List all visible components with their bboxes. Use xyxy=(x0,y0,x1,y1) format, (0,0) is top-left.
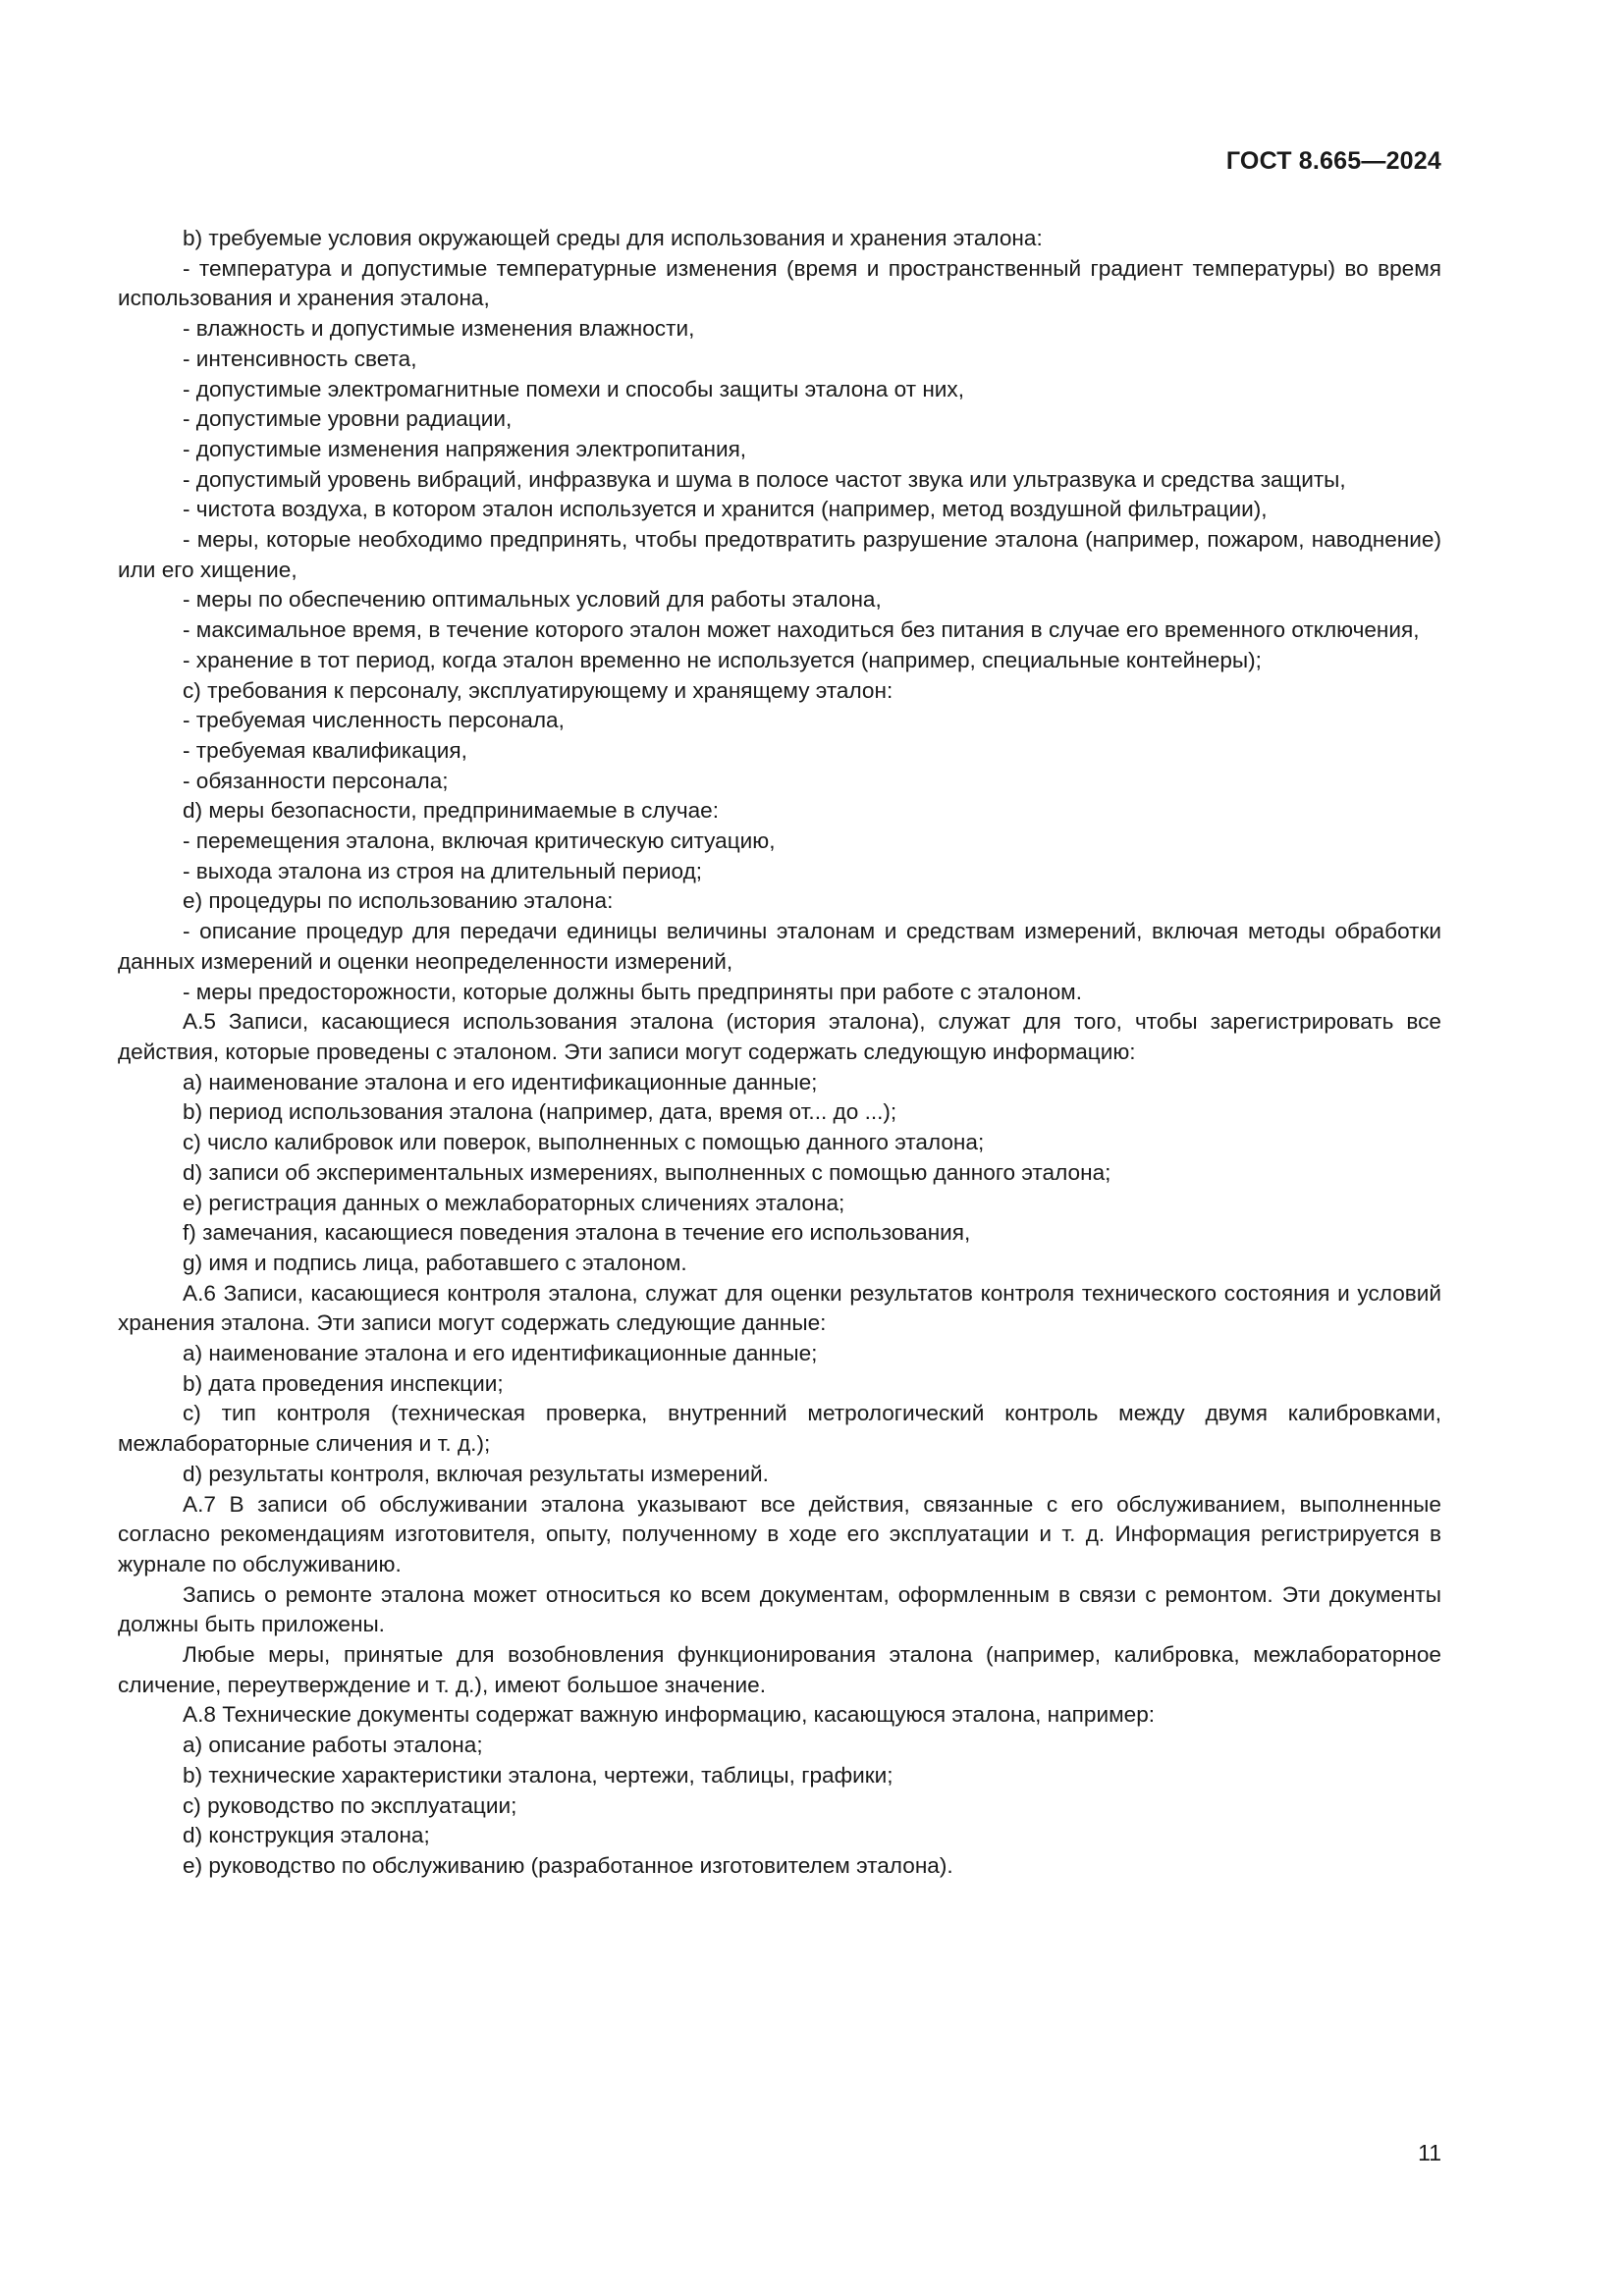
paragraph: - допустимые электромагнитные помехи и способы защиты эталона от них, xyxy=(183,376,964,401)
paragraph: d) результаты контроля, включая результаты измерений. xyxy=(183,1461,769,1486)
paragraph: f) замечания, касающиеся поведения эталона в течение его использования, xyxy=(183,1220,971,1246)
paragraph: e) процедуры по использованию эталона: xyxy=(183,888,614,914)
paragraph: А.7 В записи об обслуживании эталона указывают все действия, связанные с его обслуживанием, выполненные согласно рекомендациям изготовителя, опыту, полученному в ходе его эксплуатации и т. д. Информация регистрируется в журнале по обслуживанию. xyxy=(118,1491,1441,1576)
paragraph: - выхода эталона из строя на длительный период; xyxy=(183,858,703,883)
paragraph: c) руководство по эксплуатации; xyxy=(183,1792,517,1818)
paragraph: - меры по обеспечению оптимальных условий для работы эталона, xyxy=(183,587,882,613)
paragraph: Запись о ремонте эталона может относиться ко всем документам, оформленным в связи с ремонтом. Эти документы должны быть приложены. xyxy=(118,1581,1441,1637)
paragraph: c) число калибровок или поверок, выполненных с помощью данного эталона; xyxy=(183,1130,985,1155)
paragraph: b) требуемые условия окружающей среды для использования и хранения эталона: xyxy=(183,226,1043,250)
paragraph: b) дата проведения инспекции; xyxy=(183,1370,504,1396)
paragraph: e) регистрация данных о межлабораторных сличениях эталона; xyxy=(183,1190,845,1215)
paragraph: - перемещения эталона, включая критическую ситуацию, xyxy=(183,828,776,854)
paragraph: А.8 Технические документы содержат важную информацию, касающуюся эталона, например: xyxy=(183,1702,1156,1728)
paragraph: - максимальное время, в течение которого эталон может находиться без питания в случае его временного отключения, xyxy=(183,617,1420,643)
document-code: ГОСТ 8.665—2024 xyxy=(1225,147,1441,175)
paragraph: - обязанности персонала; xyxy=(183,768,449,793)
paragraph: А.6 Записи, касающиеся контроля эталона, служат для оценки результатов контроля технического состояния и условий хранения эталона. Эти записи могут содержать следующие данные: xyxy=(118,1280,1441,1336)
paragraph: a) описание работы эталона; xyxy=(183,1733,483,1758)
paragraph: d) конструкция эталона; xyxy=(183,1823,430,1848)
paragraph: a) наименование эталона и его идентификационные данные; xyxy=(183,1069,818,1095)
paragraph: - требуемая численность персонала, xyxy=(183,708,565,733)
paragraph: - требуемая квалификация, xyxy=(183,737,467,763)
paragraph: А.5 Записи, касающиеся использования эталона (история эталона), служат для того, чтобы зарегистрировать все действия, которые проведены с эталоном. Эти записи могут содержать следующую информацию: xyxy=(118,1009,1441,1064)
paragraph: - описание процедур для передачи единицы величины эталонам и средствам измерений, включая методы обработки данных измерений и оценки неопределенности измерений, xyxy=(118,919,1441,974)
paragraph: e) руководство по обслуживанию (разработанное изготовителем эталона). xyxy=(183,1852,953,1878)
paragraph: - меры предосторожности, которые должны быть предприняты при работе с эталоном. xyxy=(183,979,1082,1004)
paragraph: - допустимый уровень вибраций, инфразвука и шума в полосе частот звука или ультразвука и средства защиты, xyxy=(183,466,1346,492)
paragraph: - температура и допустимые температурные изменения (время и пространственный градиент температуры) во время использования и хранения эталона, xyxy=(118,255,1441,311)
paragraph: c) тип контроля (техническая проверка, внутренний метрологический контроль между двумя калибровками, межлабораторные сличения и т. д.); xyxy=(118,1401,1441,1457)
paragraph: - допустимые уровни радиации, xyxy=(183,406,513,432)
body-text xyxy=(118,224,1441,1882)
paragraph: c) требования к персоналу, эксплуатирующему и хранящему эталон: xyxy=(183,677,893,703)
paragraph: b) период использования эталона (например, дата, время от... до ...); xyxy=(183,1099,897,1125)
paragraph: a) наименование эталона и его идентификационные данные; xyxy=(183,1341,818,1366)
paragraph: b) технические характеристики эталона, чертежи, таблицы, графики; xyxy=(183,1762,893,1788)
page-number: 11 xyxy=(1418,2140,1441,2165)
paragraph: - меры, которые необходимо предпринять, чтобы предотвратить разрушение эталона (например, пожаром, наводнение) или его хищение, xyxy=(118,527,1441,582)
paragraph: - хранение в тот период, когда эталон временно не используется (например, специальные контейнеры); xyxy=(183,647,1262,672)
paragraph: d) записи об экспериментальных измерениях, выполненных с помощью данного эталона; xyxy=(183,1159,1111,1185)
paragraph: - чистота воздуха, в котором эталон используется и хранится (например, метод воздушной фильтрации), xyxy=(183,497,1268,522)
paragraph: d) меры безопасности, предпринимаемые в случае: xyxy=(183,798,720,824)
paragraph: - допустимые изменения напряжения электропитания, xyxy=(183,436,747,461)
paragraph: - влажность и допустимые изменения влажности, xyxy=(183,316,695,342)
paragraph: g) имя и подпись лица, работавшего с эталоном. xyxy=(183,1250,687,1275)
paragraph: Любые меры, принятые для возобновления функционирования эталона (например, калибровка, межлабораторное сличение, переутверждение и т. д.), имеют большое значение. xyxy=(118,1642,1441,1697)
paragraph: - интенсивность света, xyxy=(183,346,417,371)
